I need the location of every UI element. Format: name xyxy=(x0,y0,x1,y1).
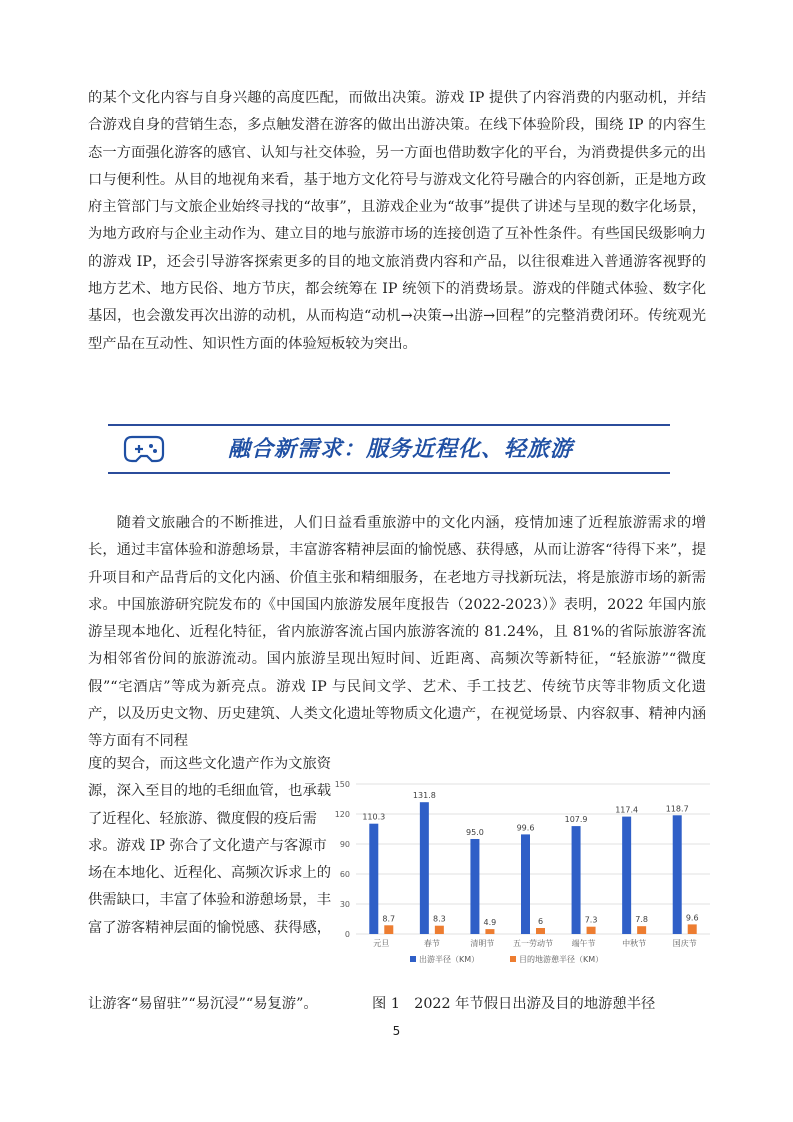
x-tick-label: 元旦 xyxy=(373,939,390,948)
x-tick-label: 国庆节 xyxy=(672,939,697,948)
bar-series-0 xyxy=(673,815,682,934)
bar-series-1 xyxy=(536,928,545,934)
data-label: 117.4 xyxy=(615,805,639,815)
bar-series-1 xyxy=(587,927,596,934)
data-label: 95.0 xyxy=(466,828,484,837)
legend-swatch xyxy=(410,956,416,962)
bar-series-0 xyxy=(622,817,631,934)
body-paragraph-1: 的某个文化内容与自身兴趣的高度匹配，而做出决策。游戏 IP 提供了内容消费的内驱动机，并结合游戏自身的营销生态，多点触发潜在游客的做出出游决策。在线下体验阶段，围绕 IP 的内容生态一方面强化游客的感官、认知与社交体验，另一方面也借助数字化的平台，为消费提供多元的出口与便利性。从目的地视角来看，基于地方文化符号与游戏文化符号融合的内容创新，正是地方政府主管部门与文旅企业始终寻找的“故事”，且游戏企业为“故事”提供了讲述与呈现的数字化场景，为地方政府与企业主动作为、建立目的地与旅游市场的连接创造了互补性条件。有些国民级影响力的游戏 IP，还会引导游客探索更多的目的地文旅消费内容和产品，以往很难进入普通游客视野的地方艺术、地方民俗、地方节庆，都会统筹在 IP 统领下的消费场景。游戏的伴随式体验、数字化基因，也会激发再次出游的动机，从而构造“动机→决策→出游→回程”的完整消费闭环。传统观光型产品在互动性、知识性方面的体验短板较为突出。 xyxy=(88,90,706,352)
legend-label: 目的地游憩半径（KM） xyxy=(519,955,604,964)
data-label: 6 xyxy=(537,917,544,926)
section-title: 融合新需求：服务近程化、轻旅游 xyxy=(228,437,574,462)
page-number: 5 xyxy=(392,1024,401,1038)
x-tick-label: 端午节 xyxy=(571,939,596,948)
data-label: 107.9 xyxy=(564,815,588,825)
y-tick-label: 0 xyxy=(344,930,350,939)
data-label: 131.8 xyxy=(412,791,436,801)
y-tick-label: 90 xyxy=(339,840,350,849)
data-label: 4.9 xyxy=(483,918,497,928)
x-tick-label: 五一劳动节 xyxy=(513,939,553,948)
bar-series-1 xyxy=(384,925,393,934)
x-tick-label: 清明节 xyxy=(470,939,495,948)
x-tick-label: 中秋节 xyxy=(622,939,647,948)
bar-chart-svg xyxy=(330,772,715,977)
legend-label: 出游半径（KM） xyxy=(419,955,480,964)
data-label: 118.7 xyxy=(665,804,689,814)
data-label: 7.8 xyxy=(635,915,649,925)
figure-caption: 图 1 2022 年节假日出游及目的地游憩半径 xyxy=(372,996,656,1012)
y-tick-label: 120 xyxy=(334,810,350,819)
y-tick-label: 60 xyxy=(339,870,350,879)
data-label: 110.3 xyxy=(362,812,386,822)
bar-series-1 xyxy=(688,924,697,934)
section-heading-banner xyxy=(108,424,670,474)
bar-series-1 xyxy=(485,929,494,934)
data-label: 99.6 xyxy=(516,823,535,833)
bar-series-0 xyxy=(420,802,429,934)
legend-swatch xyxy=(510,956,516,962)
paragraph-last-line: 让游客“易留驻”“易沉浸”“易复游”。 xyxy=(88,996,318,1012)
data-label: 9.6 xyxy=(685,913,699,923)
bar-series-0 xyxy=(369,824,378,934)
bar-series-0 xyxy=(521,834,530,934)
x-tick-label: 春节 xyxy=(423,939,440,948)
y-tick-label: 30 xyxy=(339,900,350,909)
holiday-radius-chart xyxy=(330,772,715,977)
data-label: 8.3 xyxy=(432,914,446,924)
y-tick-label: 150 xyxy=(334,780,350,789)
data-label: 7.3 xyxy=(584,915,598,925)
gamepad-icon xyxy=(122,432,166,466)
bar-series-0 xyxy=(470,839,479,934)
bar-series-1 xyxy=(435,926,444,934)
bar-series-0 xyxy=(572,826,581,934)
bar-series-1 xyxy=(637,926,646,934)
wrapped-paragraph-text: 度的契合，而这些文化遗产作为文旅资源，深入至目的地的毛细血管，也承载了近程化、轻旅游、微度假的疫后需求。游戏 IP 弥合了文化遗产与客源市场在本地化、近程化、高频次诉求上的供需缺口，丰富了体验和游憩场景，丰富了游客精神层面的愉悦感、获得感， xyxy=(88,756,332,936)
body-paragraph-2: 随着文旅融合的不断推进，人们日益看重旅游中的文化内涵，疫情加速了近程旅游需求的增长，通过丰富体验和游憩场景，丰富游客精神层面的愉悦感、获得感，从而让游客“待得下来”，提升项目和产品背后的文化内涵、价值主张和精细服务，在老地方寻找新玩法，将是旅游市场的新需求。中国旅游研究院发布的《中国国内旅游发展年度报告（2022-2023）》表明，2022 年国内旅游呈现本地化、近程化特征，省内旅游客流占国内旅游客流的 81.24%，且 81%的省际旅游客流为相邻省份间的旅游流动。国内旅游呈现出短时间、近距离、高频次等新特征，“轻旅游”“微度假”“宅酒店”等成为新亮点。游戏 IP 与民间文学、艺术、手工技艺、传统节庆等非物质文化遗产，以及历史文物、历史建筑、人类文化遗址等物质文化遗产，在视觉场景、内容叙事、精神内涵等方面有不同程 xyxy=(88,515,706,750)
data-label: 8.7 xyxy=(382,914,396,924)
